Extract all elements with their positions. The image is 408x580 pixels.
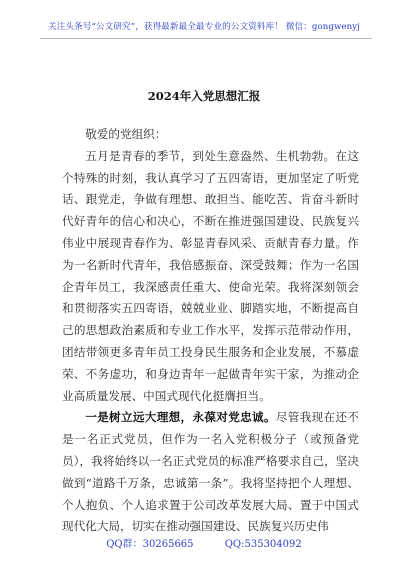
document-body [62,124,359,538]
promo-header: 关注头条号“公文研究”，获得最新最全最专业的公文资料库！ 微信：gongwenyj [47,22,361,32]
qq-contact: QQ:535304092 [224,539,302,550]
salutation: 敬爱的党组织： [85,127,167,141]
section-1-text: 尽管我现在还不是一名正式党员，但作为一名入党积极分子（或预备党员），我将始终以一名正式党员的标准严格要求自己，坚决做到“道路千万条，忠诚第一条”。我将坚持把个人理想、个人抱负、个人追求置于公司改革发展大局、置于中国式现代化大局，切实在推动强国建设、民族复兴历史伟 [62,410,359,534]
section-1-heading: 一是树立远大理想，永葆对党忠诚。 [85,410,276,425]
contact-footer [0,535,408,550]
document-title: 2024年入党思想汇报 [147,89,261,103]
section-1-paragraph [62,407,359,538]
body-paragraph: 五月是青春的季节，到处生意盎然、生机勃勃。在这个特殊的时刻，我认真学习了五四寄语，更加坚定了听党话、跟党走，争做有理想、敢担当、能吃苦、肯奋斗新时代好青年的信心和决心，不断在推进强国建设、民族复兴伟业中展现青春作为、彰显青春风采、贡献青春力量。作为一名新时代青年，我倍感振奋、深受鼓舞；作为一名国企青年员工，我深感责任重大、使命光荣。我将深刻领会和贯彻落实五四寄语，兢兢业业、脚踏实地，不断提高自己的思想政治素质和专业工作水平，发挥示范带动作用，团结带领更多青年员工投身民生服务和企业发展，不慕虚荣、不务虚功，和身边青年一起做青年实干家，为推动企业高质量发展、中国式现代化挺膺担当。 [62,148,359,403]
qq-group: QQ群：30265665 [106,539,194,550]
header-divider [40,38,372,39]
